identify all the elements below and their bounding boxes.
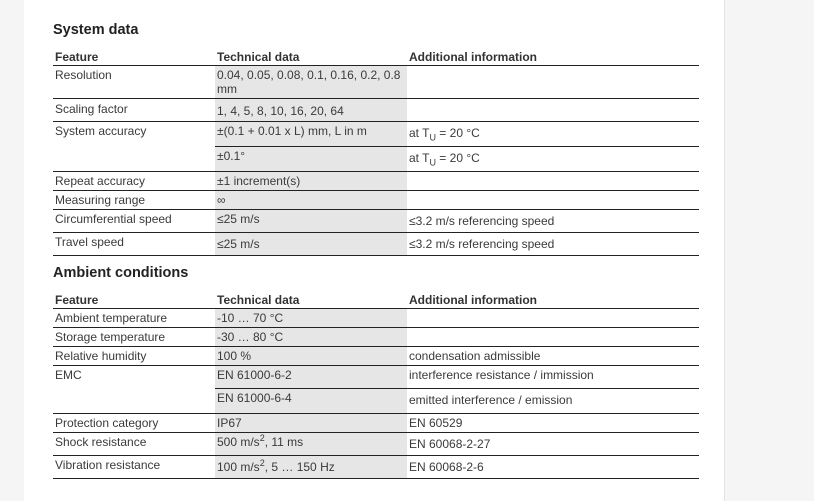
technical-data-cell: ≤25 m/s <box>215 233 407 256</box>
technical-data-cell: ∞ <box>215 191 407 210</box>
system-data-table <box>53 47 699 256</box>
technical-data-cell: ±0.1° <box>215 147 407 172</box>
table-header-row <box>53 47 699 66</box>
feature-cell: Circumferential speed <box>53 210 215 233</box>
technical-data-cell: ≤25 m/s <box>215 210 407 233</box>
technical-data-cell: EN 61000-6-4 <box>215 389 407 414</box>
table-row <box>53 389 699 414</box>
info-cell: at $T_U = 20$ °C <box>407 122 699 147</box>
info-cell: EN 60068-2-27 <box>407 433 699 456</box>
table-row <box>53 147 699 172</box>
technical-data-cell: IP67 <box>215 414 407 433</box>
table-row <box>53 122 699 147</box>
info-cell: at $T_U = 20$ °C <box>407 147 699 172</box>
feature-cell: Shock resistance <box>53 433 215 456</box>
technical-data-cell: ±(0.1 + 0.01 x L) mm, L in m <box>215 122 407 147</box>
header-additional-information: Additional information <box>407 47 699 66</box>
technical-data-cell: 100 % <box>215 347 407 366</box>
info-cell: interference resistance / immission <box>407 366 699 389</box>
table-row <box>53 172 699 191</box>
table-row <box>53 366 699 389</box>
content-card <box>24 0 725 501</box>
table-row <box>53 433 699 456</box>
table-row <box>53 309 699 328</box>
table-row <box>53 233 699 256</box>
info-cell: EN 60068-2-6 <box>407 456 699 479</box>
info-cell <box>407 191 699 210</box>
table-header-row <box>53 290 699 309</box>
info-cell <box>407 172 699 191</box>
table-row <box>53 99 699 122</box>
info-cell <box>407 99 699 122</box>
table-row <box>53 414 699 433</box>
info-cell <box>407 328 699 347</box>
feature-cell: Protection category <box>53 414 215 433</box>
feature-cell: EMC <box>55 368 82 382</box>
technical-data-cell: EN 61000-6-2 <box>215 366 407 389</box>
header-technical-data: Technical data <box>215 290 407 309</box>
table-row <box>53 66 699 99</box>
feature-cell: Repeat accuracy <box>53 172 215 191</box>
technical-data-cell: ±1 increment(s) <box>215 172 407 191</box>
technical-data-cell: -10 … 70 °C <box>215 309 407 328</box>
feature-cell: Measuring range <box>53 191 215 210</box>
info-cell: ≤3.2 m/s referencing speed <box>407 233 699 256</box>
ambient-conditions-table <box>53 290 699 479</box>
info-cell <box>407 309 699 328</box>
feature-cell <box>53 147 215 172</box>
info-cell <box>407 66 699 99</box>
table-row <box>53 210 699 233</box>
technical-data-cell: 100 $m/s^2$, 5 … 150 Hz <box>215 456 407 479</box>
technical-data-cell: 0.04, 0.05, 0.08, 0.1, 0.16, 0.2, 0.8 mm <box>215 66 407 99</box>
header-technical-data: Technical data <box>215 47 407 66</box>
feature-cell: System accuracy <box>55 124 147 138</box>
feature-cell: Vibration resistance <box>53 456 215 479</box>
technical-data-cell: -30 … 80 °C <box>215 328 407 347</box>
table-row <box>53 328 699 347</box>
technical-data-cell: 500 $m/s^2$, 11 ms <box>215 433 407 456</box>
header-feature: Feature <box>53 47 215 66</box>
info-cell: EN 60529 <box>407 414 699 433</box>
info-cell: emitted interference / emission <box>407 389 699 414</box>
feature-cell: Relative humidity <box>53 347 215 366</box>
feature-cell: Travel speed <box>53 233 215 256</box>
feature-cell: Ambient temperature <box>53 309 215 328</box>
header-additional-information: Additional information <box>407 290 699 309</box>
feature-cell: Scaling factor <box>53 99 215 122</box>
feature-cell: Resolution <box>53 66 215 99</box>
ambient-conditions-title: Ambient conditions <box>53 265 189 281</box>
info-cell: condensation admissible <box>407 347 699 366</box>
table-row <box>53 191 699 210</box>
feature-cell <box>53 389 215 414</box>
info-cell: ≤3.2 m/s referencing speed <box>407 210 699 233</box>
technical-data-cell: 1, 4, 5, 8, 10, 16, 20, 64 <box>215 99 407 122</box>
feature-cell: Storage temperature <box>53 328 215 347</box>
table-row <box>53 347 699 366</box>
table-row <box>53 456 699 479</box>
header-feature: Feature <box>53 290 215 309</box>
system-data-title: System data <box>53 22 139 38</box>
